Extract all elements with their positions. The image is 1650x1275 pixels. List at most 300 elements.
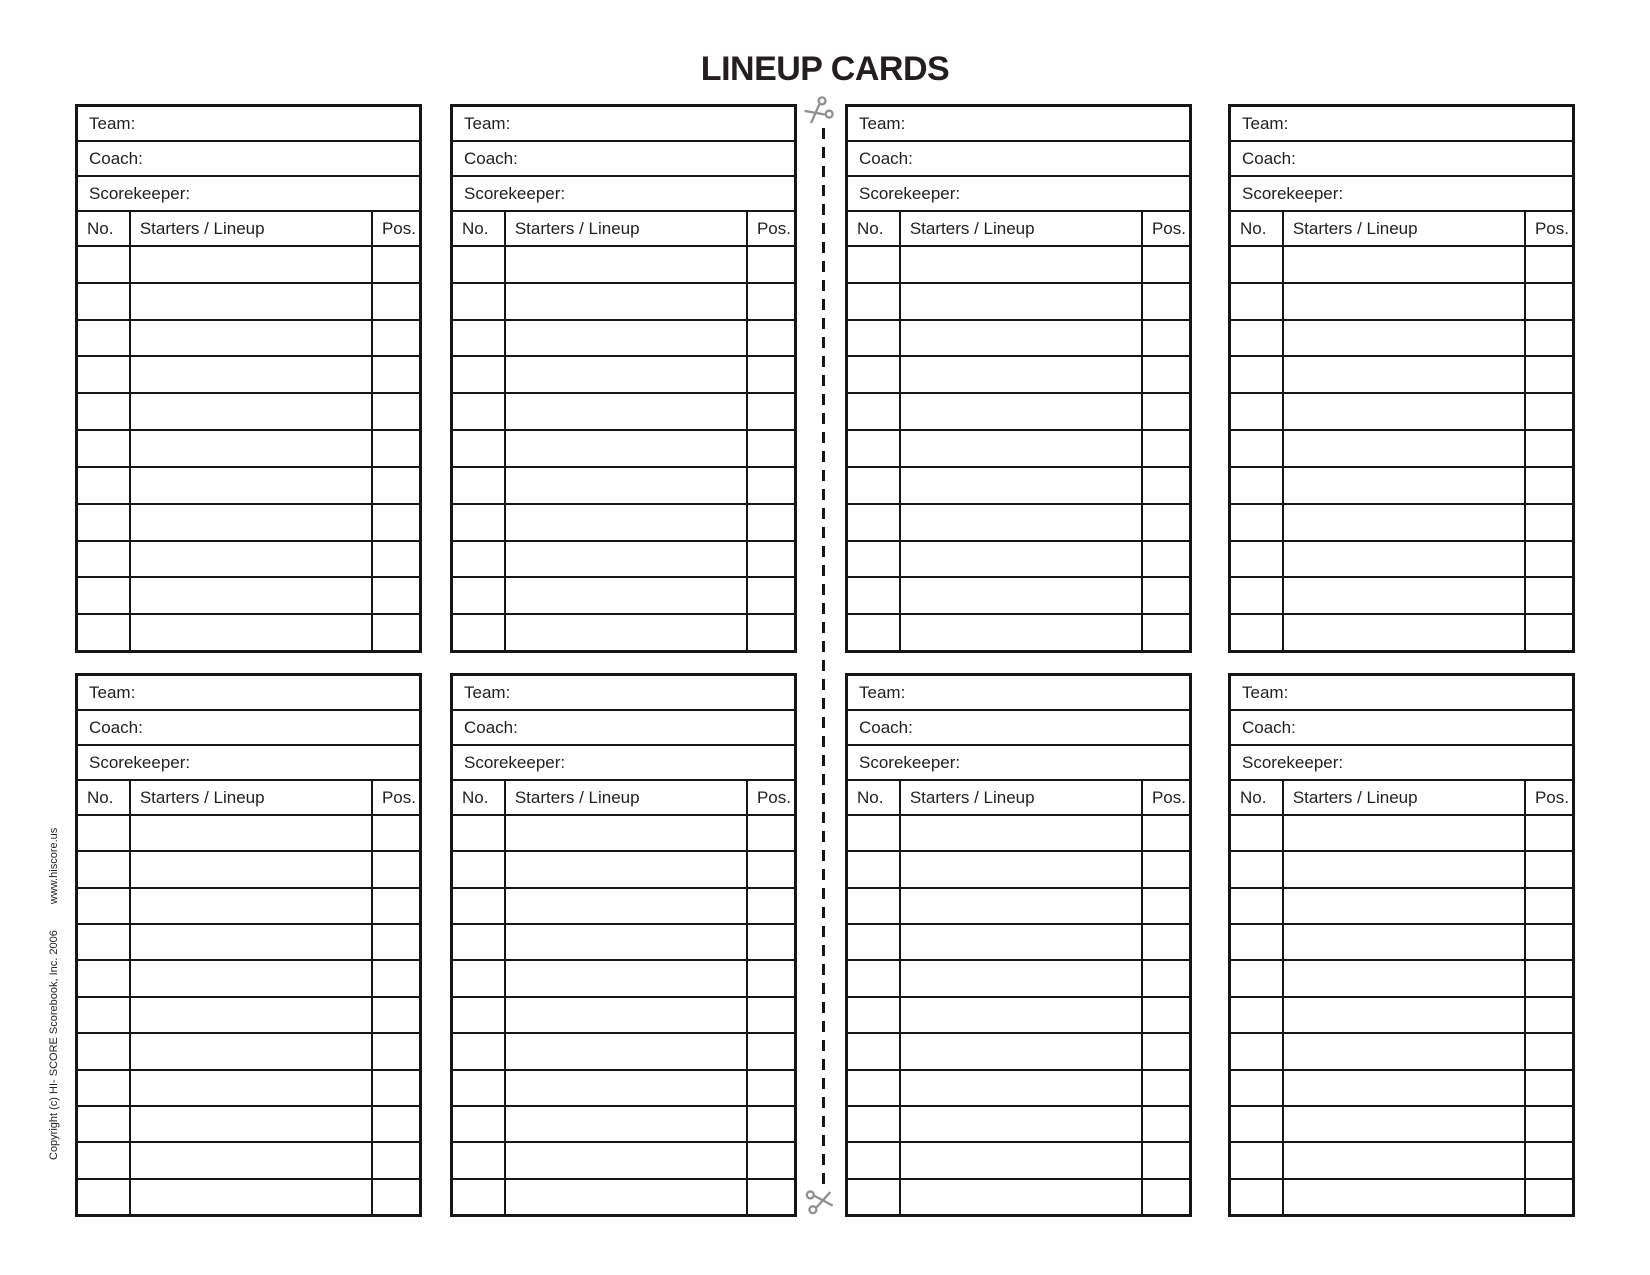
pos-cell [373,505,419,540]
pos-cell [373,357,419,392]
player-cell [506,1034,748,1068]
player-cell [901,1034,1143,1068]
lineup-row [78,925,419,961]
pos-cell [1526,468,1572,503]
player-cell [901,542,1143,577]
pos-cell [1143,542,1189,577]
pos-cell [1526,1034,1572,1068]
lineup-row [848,1107,1189,1143]
pos-cell [748,1143,794,1177]
lineup-table [1231,781,1572,1214]
lineup-row [1231,852,1572,888]
pos-cell [1143,578,1189,613]
team-label: Team: [859,682,906,702]
player-cell [131,542,373,577]
no-cell [453,816,506,850]
lineup-row [848,1180,1189,1214]
no-cell [1231,321,1284,356]
no-cell [1231,394,1284,429]
no-cell [78,1180,131,1214]
pos-cell [748,284,794,319]
player-cell [506,1107,748,1141]
pos-cell [748,816,794,850]
player-cell [506,1143,748,1177]
cut-line [822,128,825,1184]
pos-cell [748,852,794,886]
col-header-pos: Pos. [1151,787,1186,807]
lineup-row [78,1180,419,1214]
no-cell [1231,1034,1284,1068]
lineup-card [450,673,797,1217]
scorekeeper-label: Scorekeeper: [1242,752,1344,772]
page-title: LINEUP CARDS [700,50,950,88]
coach-label: Coach: [859,148,913,168]
lineup-row [1231,394,1572,431]
lineup-row [453,615,794,650]
no-cell [1231,578,1284,613]
player-cell [1284,998,1526,1032]
scorekeeper-field [453,177,794,212]
player-cell [1284,615,1526,650]
lineup-row [1231,889,1572,925]
coach-field [848,711,1189,746]
lineup-row [78,357,419,394]
player-cell [901,394,1143,429]
pos-cell [1526,889,1572,923]
pos-cell [1143,925,1189,959]
no-cell [78,925,131,959]
no-cell [453,1107,506,1141]
pos-cell [1526,578,1572,613]
pos-cell [1143,321,1189,356]
lineup-row [78,998,419,1034]
player-cell [131,578,373,613]
pos-cell [373,1107,419,1141]
lineup-table-body [453,247,794,650]
player-cell [131,1107,373,1141]
lineup-row [848,357,1189,394]
pos-cell [1143,852,1189,886]
col-header-starters: Starters / Lineup [506,212,748,245]
player-cell [131,816,373,850]
player-cell [1284,468,1526,503]
lineup-row [78,542,419,579]
pos-cell [1143,615,1189,650]
no-cell [1231,961,1284,995]
no-cell [848,321,901,356]
no-cell [848,961,901,995]
pos-cell [748,394,794,429]
lineup-table-header [78,212,419,247]
col-header-pos: Pos. [756,218,791,238]
pos-cell [748,615,794,650]
lineup-row [848,578,1189,615]
pos-cell [1526,925,1572,959]
player-cell [131,284,373,319]
pos-cell [1143,816,1189,850]
pos-cell [373,1143,419,1177]
col-header-starters: Starters / Lineup [1284,212,1526,245]
no-cell [1231,357,1284,392]
no-cell [78,961,131,995]
pos-cell [748,431,794,466]
pos-cell [1526,431,1572,466]
player-cell [1284,1107,1526,1141]
no-cell [78,284,131,319]
coach-field [78,711,419,746]
lineup-row [848,816,1189,852]
pos-cell [1526,961,1572,995]
team-label: Team: [1242,682,1289,702]
pos-cell [748,542,794,577]
pos-cell [748,1071,794,1105]
player-cell [506,505,748,540]
lineup-row [453,925,794,961]
lineup-row [1231,998,1572,1034]
pos-cell [1526,1071,1572,1105]
player-cell [506,321,748,356]
no-cell [453,321,506,356]
no-cell [453,889,506,923]
player-cell [131,961,373,995]
player-cell [901,925,1143,959]
lineup-row [848,247,1189,284]
lineup-table-header [1231,212,1572,247]
lineup-table [848,212,1189,650]
no-cell [848,1143,901,1177]
lineup-table [848,781,1189,1214]
lineup-row [453,1143,794,1179]
no-cell [78,998,131,1032]
no-cell [453,1071,506,1105]
lineup-row [453,1034,794,1070]
pos-cell [1143,431,1189,466]
lineup-row [453,284,794,321]
scorekeeper-field [78,177,419,212]
lineup-row [78,816,419,852]
lineup-card [845,104,1192,653]
player-cell [506,542,748,577]
lineup-row [848,961,1189,997]
team-field [1231,676,1572,711]
no-cell [1231,284,1284,319]
pos-cell [373,925,419,959]
lineup-table-body [453,816,794,1214]
pos-cell [1143,998,1189,1032]
lineup-table [453,212,794,650]
player-cell [1284,889,1526,923]
lineup-row [78,505,419,542]
player-cell [901,578,1143,613]
lineup-row [78,1143,419,1179]
player-cell [131,1034,373,1068]
no-cell [78,1071,131,1105]
lineup-row [848,321,1189,358]
player-cell [506,284,748,319]
lineup-row [78,578,419,615]
lineup-row [848,998,1189,1034]
lineup-row [1231,431,1572,468]
player-cell [506,247,748,282]
scorekeeper-label: Scorekeeper: [1242,183,1344,203]
lineup-row [78,284,419,321]
player-cell [1284,321,1526,356]
player-cell [506,431,748,466]
scissors-icon [802,1184,837,1219]
no-cell [78,247,131,282]
lineup-card [75,673,422,1217]
team-field [453,107,794,142]
no-cell [78,357,131,392]
pos-cell [1143,1034,1189,1068]
pos-cell [748,505,794,540]
player-cell [131,1143,373,1177]
coach-label: Coach: [89,717,143,737]
no-cell [78,1107,131,1141]
scorekeeper-field [1231,746,1572,781]
pos-cell [373,816,419,850]
lineup-table [78,781,419,1214]
coach-field [848,142,1189,177]
lineup-table-body [78,247,419,650]
player-cell [131,431,373,466]
no-cell [848,1071,901,1105]
lineup-row [1231,542,1572,579]
no-cell [453,961,506,995]
no-cell [78,615,131,650]
pos-cell [748,961,794,995]
no-cell [453,615,506,650]
lineup-row [848,431,1189,468]
no-cell [848,284,901,319]
scorekeeper-label: Scorekeeper: [859,183,961,203]
lineup-row [1231,615,1572,650]
no-cell [453,394,506,429]
lineup-row [1231,1034,1572,1070]
lineup-card [845,673,1192,1217]
lineup-table-body [848,816,1189,1214]
pos-cell [373,1034,419,1068]
lineup-table [453,781,794,1214]
team-field [848,676,1189,711]
no-cell [78,505,131,540]
player-cell [131,925,373,959]
scorekeeper-field [1231,177,1572,212]
pos-cell [373,615,419,650]
lineup-row [453,247,794,284]
copyright-line: Copyright (c) HI- SCORE Scorebook, Inc. 2006 [48,930,60,1160]
pos-cell [1143,1071,1189,1105]
player-cell [1284,1180,1526,1214]
no-cell [848,1180,901,1214]
lineup-table-body [78,816,419,1214]
player-cell [506,578,748,613]
no-cell [453,431,506,466]
no-cell [1231,998,1284,1032]
scorekeeper-field [453,746,794,781]
pos-cell [748,925,794,959]
pos-cell [373,961,419,995]
player-cell [901,615,1143,650]
scorekeeper-label: Scorekeeper: [89,752,191,772]
pos-cell [1526,1107,1572,1141]
no-cell [1231,816,1284,850]
coach-label: Coach: [859,717,913,737]
pos-cell [748,578,794,613]
lineup-row [453,1071,794,1107]
lineup-row [1231,284,1572,321]
player-cell [1284,1034,1526,1068]
col-header-starters: Starters / Lineup [901,212,1143,245]
lineup-row [848,925,1189,961]
coach-field [1231,711,1572,746]
coach-label: Coach: [1242,148,1296,168]
lineup-table-header [848,781,1189,816]
pos-cell [748,247,794,282]
pos-cell [1526,321,1572,356]
player-cell [1284,542,1526,577]
col-header-no: No. [1231,781,1284,814]
player-cell [901,961,1143,995]
no-cell [848,1107,901,1141]
pos-cell [1143,889,1189,923]
lineup-row [78,889,419,925]
col-header-no: No. [848,212,901,245]
no-cell [1231,1107,1284,1141]
player-cell [1284,394,1526,429]
player-cell [901,1107,1143,1141]
player-cell [1284,961,1526,995]
player-cell [131,468,373,503]
lineup-table-header [453,212,794,247]
team-label: Team: [89,113,136,133]
col-header-pos: Pos. [1151,218,1186,238]
no-cell [848,431,901,466]
lineup-row [848,1034,1189,1070]
lineup-row [1231,961,1572,997]
scorekeeper-field [848,746,1189,781]
no-cell [848,357,901,392]
lineup-row [78,615,419,650]
lineup-row [1231,321,1572,358]
pos-cell [1143,468,1189,503]
coach-label: Coach: [89,148,143,168]
col-header-starters: Starters / Lineup [131,212,373,245]
scorekeeper-field [78,746,419,781]
player-cell [1284,284,1526,319]
col-header-no: No. [78,781,131,814]
lineup-row [848,468,1189,505]
pos-cell [1143,284,1189,319]
lineup-row [78,468,419,505]
pos-cell [1143,357,1189,392]
col-header-starters: Starters / Lineup [506,781,748,814]
pos-cell [1526,998,1572,1032]
pos-cell [373,284,419,319]
no-cell [848,816,901,850]
lineup-card [75,104,422,653]
lineup-table-header [78,781,419,816]
no-cell [1231,247,1284,282]
no-cell [78,321,131,356]
website-text: www.hiscore.us [48,827,60,905]
lineup-table-body [1231,816,1572,1214]
lineup-card [1228,673,1575,1217]
no-cell [453,357,506,392]
team-field [848,107,1189,142]
no-cell [848,998,901,1032]
no-cell [453,542,506,577]
pos-cell [1143,505,1189,540]
lineup-row [1231,1107,1572,1143]
lineup-row [453,321,794,358]
no-cell [78,468,131,503]
lineup-row [78,394,419,431]
pos-cell [748,321,794,356]
no-cell [453,284,506,319]
lineup-row [453,998,794,1034]
no-cell [848,615,901,650]
player-cell [131,321,373,356]
col-header-no: No. [848,781,901,814]
col-header-no: No. [453,781,506,814]
player-cell [1284,431,1526,466]
no-cell [453,998,506,1032]
col-header-starters: Starters / Lineup [1284,781,1526,814]
player-cell [901,468,1143,503]
player-cell [901,357,1143,392]
no-cell [453,247,506,282]
lineup-row [1231,1071,1572,1107]
scissors-icon [799,91,840,132]
lineup-row [78,247,419,284]
no-cell [848,1034,901,1068]
no-cell [453,1143,506,1177]
lineup-card [1228,104,1575,653]
no-cell [848,394,901,429]
pos-cell [1526,284,1572,319]
coach-field [78,142,419,177]
no-cell [848,889,901,923]
team-label: Team: [464,113,511,133]
player-cell [901,284,1143,319]
lineup-row [453,505,794,542]
no-cell [1231,505,1284,540]
player-cell [131,357,373,392]
pos-cell [1143,1143,1189,1177]
lineup-row [78,1107,419,1143]
pos-cell [748,1107,794,1141]
col-header-pos: Pos. [1534,218,1569,238]
no-cell [78,542,131,577]
player-cell [506,357,748,392]
lineup-row [848,615,1189,650]
no-cell [1231,925,1284,959]
no-cell [1231,431,1284,466]
player-cell [506,889,748,923]
pos-cell [1526,357,1572,392]
team-field [453,676,794,711]
player-cell [131,394,373,429]
pos-cell [373,852,419,886]
lineup-row [453,816,794,852]
pos-cell [748,468,794,503]
lineup-row [78,961,419,997]
player-cell [506,1071,748,1105]
lineup-row [78,1071,419,1107]
player-cell [1284,357,1526,392]
no-cell [1231,1071,1284,1105]
